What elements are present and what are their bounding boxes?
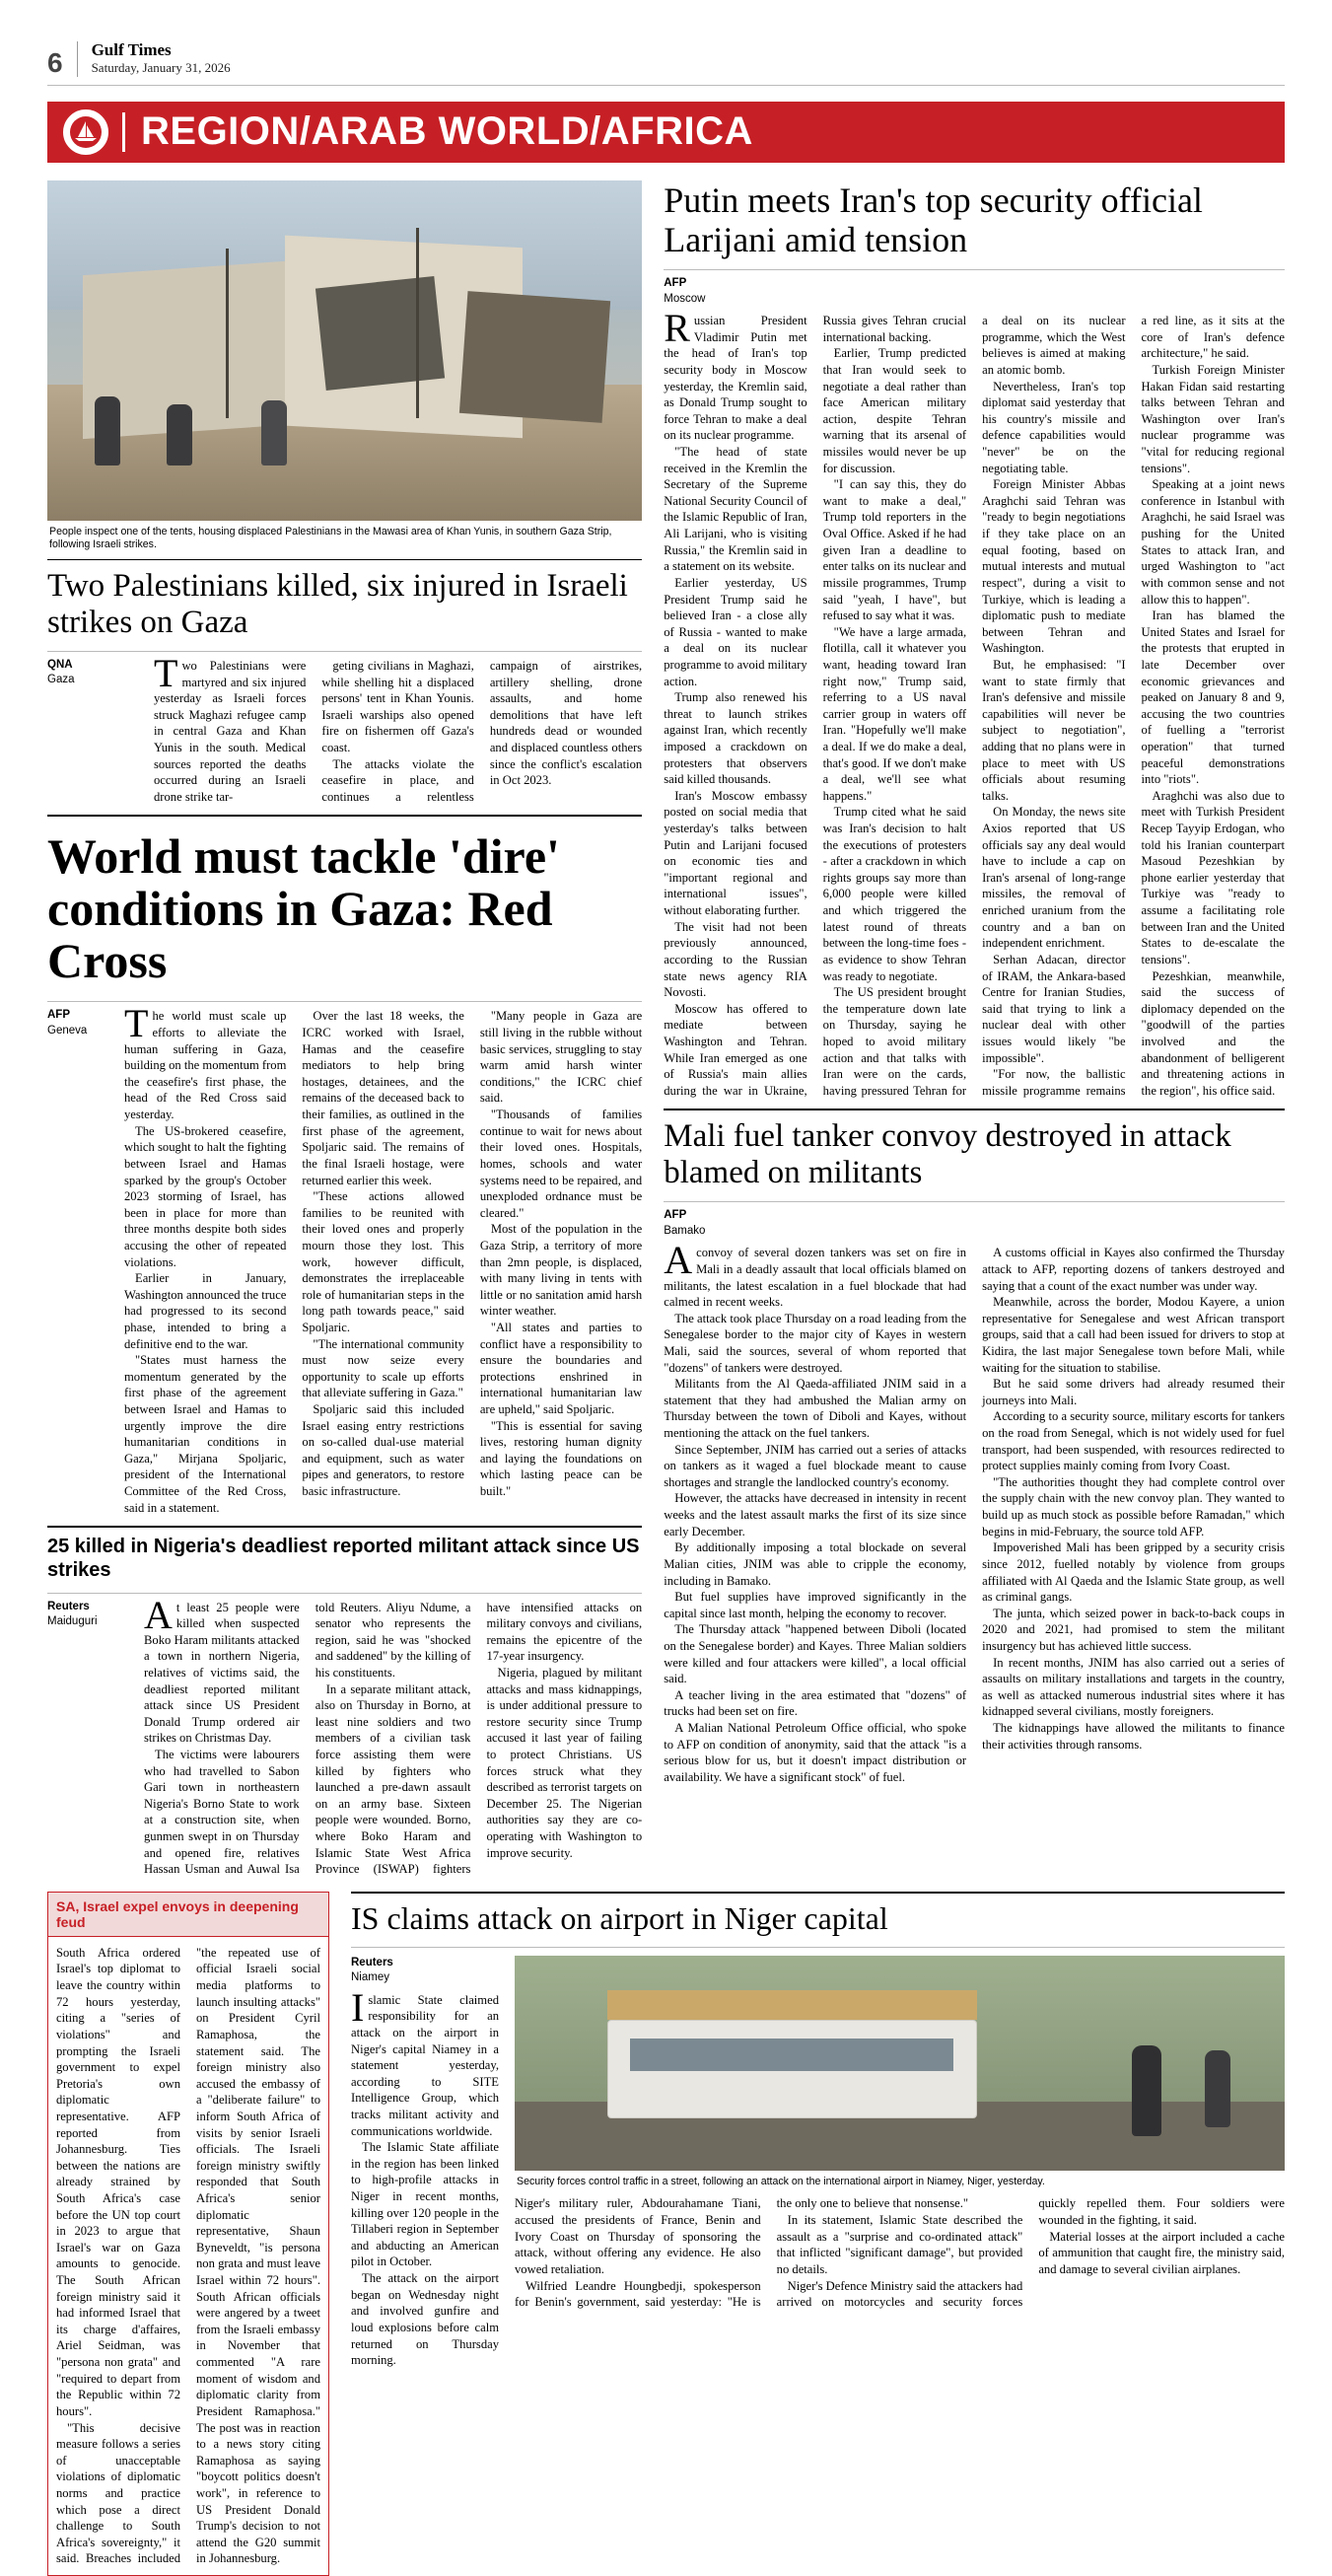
rule-above-niger	[351, 1892, 1285, 1894]
paragraph: Niger's military ruler, Abdourahamane Tiani, accused the presidents of France, Benin and Ivory Coast on Thursday of sponsoring the attack, without offering any evidence. He also vowed retaliation.	[515, 2196, 761, 2276]
paragraph: "The international community must now seize every opportunity to scale up efforts that alleviate suffering in Gaza."	[302, 1336, 464, 1400]
publication-date: Saturday, January 31, 2026	[91, 60, 231, 76]
paragraph: Earlier yesterday, US President Trump said he believed Iran - a close ally of Russia - wanted to make a deal on its nuclear programme to avoid military action.	[664, 575, 807, 688]
paragraph: Two Palestinians were martyred and six injured yesterday as Israeli forces struck Maghazi refugee camp in central Gaza and Khan Yunis in the south. Medical sources reported the deaths occurred during an Israeli drone strike tar-	[154, 650, 307, 804]
masthead-rule	[47, 85, 1285, 86]
paragraph: In a separate militant attack, also on Thursday in Borno, at least nine soldiers and two members of a civilian task force assisting them were killed by fighters who launched a pre-dawn assault on an army base. Sixteen people were wounded. Borno, where Boko Haram and Islamic State West Africa Province (ISWAP) fighters have intensified attacks on military convoys and civilians, remains the epicentre of the 17-year insurgency.	[315, 1600, 643, 1877]
agency-label: QNA	[47, 658, 73, 671]
niger-story-column	[351, 1892, 1285, 2576]
dateline-label: Niamey	[351, 1971, 389, 1984]
paragraph: But he said some drivers had already resumed their journeys into Mali.	[982, 1377, 1285, 1407]
paragraph: But, he emphasised: "I want to state firmly that Iran's defensive and missile capabilities will never be subject to negotiation", adding that no plans were in place to meet with US officials about resuming talks.	[982, 657, 1126, 803]
body-mali	[664, 1238, 1285, 1785]
headline-gaza-strikes: Two Palestinians killed, six injured in Israeli strikes on Gaza	[47, 568, 628, 640]
banner-separator	[122, 112, 125, 152]
rule-above-gaza-headline	[47, 559, 642, 560]
dhow-boat-logo-icon	[63, 109, 108, 155]
paragraph: The world must scale up efforts to alleviate the human suffering in Gaza, building on the momentum from the ceasefire's first phase, the head of the Red Cross said yesterday.	[124, 1001, 287, 1122]
paragraph: Earlier in January, Washington announced the truce had progressed to its second phase, intended to bring a definitive end to the war.	[124, 1271, 287, 1351]
paragraph: According to a security source, military escorts for tankers on the road from Senegal, which is not widely used for fuel transport, had been suspended, with resources redirected to protect supplies mainly coming from Ivory Coast.	[982, 1409, 1285, 1473]
headline-putin: Putin meets Iran's top security official Larijani amid tension	[664, 179, 1203, 259]
paragraph: The US-brokered ceasefire, which sought to halt the fighting between Israel and Hamas sparked by the group's October 2023 storming of Israel, has been in place for more than three months despite both sides accusing the other of repeated violations.	[124, 1123, 287, 1269]
paragraph: A teacher living in the area estimated that "dozens" of trucks had been set on fire.	[664, 1687, 967, 1719]
paragraph: Over the last 18 weeks, the ICRC worked with Israel, Hamas and the ceasefire mediators to help bring hostages, detainees, and the remains of the deceased back to their families, as outlined in the first phase of the agreement, Spoljaric said. The remains of the final Israeli hostage, were returned earlier this week.	[302, 1009, 464, 1187]
paragraph: Serhan Adacan, director of IRAM, the Ankara-based Centre for Iranian Studies, said that trying to link a nuclear deal with other issues would likely "be impossible".	[982, 952, 1126, 1065]
paragraph: Spoljaric said this included Israel easing entry restrictions on so-called dual-use material and equipment, such as water pipes and generators, to restore basic infrastructure.	[302, 1402, 464, 1499]
paragraph: Impoverished Mali has been gripped by a security crisis since 2012, fuelled notably by violence from groups affiliated with Al Qaeda and the Islamic State group, as well as criminal gangs.	[982, 1540, 1285, 1605]
body-nigeria	[144, 1592, 643, 1878]
top-section	[47, 180, 1285, 1878]
paragraph: Wilfried Leandre Houngbedji, spokesperson for Benin's government, said yesterday: "He is the only one to believe that nonsense."	[515, 2196, 969, 2310]
agency-label: AFP	[664, 1209, 687, 1222]
rule-above-mali	[664, 1109, 1285, 1110]
paragraph: But fuel supplies have improved significantly in the capital since last month, helping the economy to recover.	[664, 1590, 967, 1620]
paragraph: At least 25 people were killed when suspected Boko Haram militants attacked a town in northern Nigeria, relatives of victims said, the deadliest reported militant attack since US President Donald Trump ordered air strikes on Christmas Day.	[144, 1592, 300, 1746]
paragraph: Niger's Defence Ministry said the attackers had arrived on motorcycles and security forces quickly repelled them. Four soldiers were wounded in the fighting, it said.	[776, 2196, 1285, 2310]
paragraph: Speaking at a joint news conference in Istanbul with Araghchi, he said Israel was pushing for the United States to attack Iran, and urged Washington to "act with common sense and not allow this to happen".	[1141, 477, 1285, 607]
dateline-label: Geneva	[47, 1024, 88, 1037]
paragraph: A customs official in Kayes also confirmed the Thursday attack to AFP, reporting dozens of tankers destroyed and saying that a count of the exact number was under way.	[982, 1246, 1285, 1293]
paragraph: "I can say this, they do want to make a deal," Trump told reporters in the Oval Office. Asked if he had given Iran a deadline to enter talks on its nuclear and missile programmes, Trump said "yeah, I have", but refused to say what it was.	[822, 477, 967, 623]
paragraph: "The head of state received in the Kremlin the Secretary of the Supreme National Security Council of the Islamic Republic of Iran, Ali Larijani, who is visiting Russia," the Kremlin said in a statement on its website.	[664, 445, 807, 574]
paragraph: "For now, the ballistic missile programme remains a red line, as it sits at the core of Iran's defence architecture," he said.	[982, 314, 1285, 1098]
dateline-label: Moscow	[664, 292, 706, 305]
dateline-label: Gaza	[47, 674, 75, 686]
paragraph: "Thousands of families continue to wait for news about their loved ones. Hospitals, homes, schools and water systems need to be repaired, and unexploded ordnance must be cleared."	[479, 1108, 643, 1220]
body-putin	[664, 306, 1285, 1099]
niger-photo-caption: Security forces control traffic in a street, following an attack on the international airport in Niamey, Niger, yesterday.	[517, 2175, 1045, 2187]
paragraph: Islamic State claimed responsibility for an attack on the airport in Niger's capital Niamey in a statement yesterday, according to SITE Intelligence Group, which tracks militant activity and communications worldwide.	[351, 1984, 499, 2138]
paragraph: The Thursday attack "happened between Diboli (located on the Senegalese border) and Kayes. Three Malian soldiers were killed and four attackers were killed", a local official said.	[664, 1622, 967, 1686]
paragraph: Trump cited what he said was Iran's decision to halt the executions of protesters - after a crackdown in which rights groups say more than 6,000 people were killed and which triggered the latest round of threats between the long-time foes - as evidence to show Tehran was ready to negotiate.	[822, 805, 967, 983]
paragraph: Iran's Moscow embassy posted on social media that yesterday's talks between Putin and Larijani focused on economic ties and "important regional and international issues", without elaborating further.	[664, 788, 807, 918]
paragraph: Most of the population in the Gaza Strip, a territory of more than 2mn people, is displaced, with many living in tents with little or no sanitation amid harsh winter weather.	[479, 1222, 643, 1319]
paragraph: In recent months, JNIM has also carried out a series of assaults on military installations and targets in the country, as well as attacked numerous industrial sites where it has kidnapped several civilians, mostly foreigners.	[982, 1655, 1285, 1719]
paragraph: "This is essential for saving lives, restoring human dignity and laying the foundations on which lasting peace can be built."	[479, 1418, 643, 1499]
byline-mali	[664, 1208, 1285, 1239]
paragraph: Material losses at the airport included a cache of ammunition that caught fire, the ministry said, and damage to several civilian airplanes.	[1038, 2229, 1285, 2276]
paragraph: The junta, which seized power in back-to-back coups in 2020 and 2021, had promised to stem the militant insurgency but has achieved little success.	[982, 1606, 1285, 1653]
paragraph: The victims were labourers who had travelled to Sabon Gari town in northeastern Nigeria's Borno State to work at a construction site, when gunmen swept in on Thursday and opened fire, relatives Hassan Usman and Auwal Isa told Reuters. Aliyu Ndume, a senator who represents the region, said he was "shocked and saddened" by the killing of his constituents.	[144, 1600, 471, 1877]
agency-label: AFP	[664, 277, 687, 290]
paragraph: Araghchi was also due to meet with Turkish President Recep Tayyip Erdogan, who told his Iranian counterpart Masoud Pezeshkian by phone earlier yesterday that Turkiye was "ready to assume a facilitating role between Iran and the United States to de-escalate the tensions".	[1141, 788, 1285, 966]
paragraph: The attack took place Thursday on a road leading from the Senegalese border to the major city of Kayes in western Mali, said the sources, several of whom reported that "dozens" of tankers were destroyed.	[664, 1311, 967, 1375]
headline-red-cross: World must tackle 'dire' conditions in Gaza: Red Cross	[47, 828, 560, 989]
byline-niger	[351, 1956, 499, 1986]
section-title: REGION/ARAB WORLD/AFRICA	[141, 109, 753, 153]
paragraph: Nevertheless, Iran's top diplomat said yesterday that his country's missile and defence capabilities would "never" be on the negotiating table.	[982, 379, 1126, 475]
section-banner	[47, 102, 1285, 163]
right-column	[664, 180, 1285, 1878]
paragraph: Russian President Vladimir Putin met the head of Iran's top security body in Moscow yesterday, the Kremlin said, as Donald Trump sought to force Tehran to make a deal on its nuclear programme.	[664, 306, 807, 443]
headline-nigeria: 25 killed in Nigeria's deadliest reported militant attack since US strikes	[47, 1536, 640, 1581]
paragraph: "The authorities thought they had complete control over the supply chain with the new convoy plan. They wanted to build up as much stock as possible before Ramadan," which begins in mid-February, the source told AFP.	[982, 1474, 1285, 1538]
paragraph: "All states and parties to conflict have a responsibility to ensure the boundaries and protections enshrined in international humanitarian law are upheld," said Spoljaric.	[479, 1321, 643, 1417]
masthead-divider	[77, 41, 78, 77]
headline-niger: IS claims attack on airport in Niger capital	[351, 1899, 888, 1936]
boxed-story-sa-israel	[47, 1892, 329, 2576]
paragraph: A Malian National Petroleum Office official, who spoke to AFP on condition of anonymity, said that the attack "is a serious blow for us, but it doesn't impact distribution or availability. We have a significant stock" of fuel.	[664, 1721, 967, 1784]
paragraph: Pezeshkian, meanwhile, said the success of diplomacy depended on the "goodwill of the parties involved and the abandonment of belligerent and threatening actions in the region", his office said.	[1141, 968, 1285, 1098]
paragraph: The Islamic State affiliate in the region has been linked to high-profile attacks in Niger in recent months, killing over 120 people in the Tillaberi region in September and abducting an American pilot in October.	[351, 2140, 499, 2269]
rule-above-nigeria	[47, 1526, 642, 1528]
paragraph: The US president brought the temperature down late on Thursday, saying he hoped to avoid military action and that talks with Iran were on the cards, having pressured Tehran for a deal on its nuclear programme, which the West believes is aimed at making an atomic bomb.	[822, 314, 1126, 1098]
paragraph: Trump also renewed his threat to launch strikes against Iran, which recently imposed a crackdown on protesters that observers said killed thousands.	[664, 690, 807, 787]
agency-label: Reuters	[47, 1600, 90, 1612]
paragraph: On Monday, the news site Axios reported that US officials say any deal would have to include a cap on Iran's arsenal of long-range missiles, the removal of enriched uranium from the country and a ban on independent enrichment.	[982, 805, 1126, 951]
publication-name: Gulf Times	[91, 40, 172, 59]
byline-putin	[664, 276, 1285, 307]
dateline-label: Bamako	[664, 1224, 706, 1237]
byline-gaza-strikes	[47, 658, 138, 805]
page-number: 6	[47, 46, 63, 78]
boxed-story-column	[47, 1892, 329, 2576]
byline-red-cross	[47, 1008, 110, 1516]
main-photo-caption: People inspect one of the tents, housing displaced Palestinians in the Mawasi area of Khan Yunis, in southern Gaza Strip, following Israeli strikes.	[49, 525, 612, 551]
paragraph: Nigeria, plagued by militant attacks and mass kidnappings, is under additional pressure to restore security since Trump accused it last year of failing to protect Christians. US forces struck what they described as terrorist targets on December 25. The Nigerian authorities say they are co-operating with Washington to improve security.	[486, 1665, 643, 1860]
body-gaza-strikes	[154, 650, 643, 805]
paragraph: Aconvoy of several dozen tankers was set on fire in Mali in a deadly assault that local officials blamed on militants, the latest escalation in a fuel blockade that had calmed in recent weeks.	[664, 1238, 967, 1310]
paragraph: The visit had not been previously announced, according to the Russian state news agency RIA Novosti.	[664, 919, 807, 1000]
paragraph: The attacks violate the ceasefire in place, and continues a relentless campaign of airstrikes, artillery shelling, drone assaults, and home demolitions that have left hundreds dead or wounded and displaced countless others since the conflict's escalation in Oct 2023.	[321, 658, 643, 804]
left-column	[47, 180, 642, 1878]
paragraph: Moscow has offered to mediate between Washington and Tehran. While Iran emerged as one of Russia's main allies during the war in Ukraine, Russia gives Tehran crucial international backing.	[664, 314, 967, 1098]
agency-label: AFP	[47, 1009, 70, 1022]
masthead	[47, 0, 1285, 77]
paragraph: Militants from the Al Qaeda-affiliated JNIM said in a statement that they had ambushed the Malian army on Thursday between the town of Diboli and Kayes, without mentioning the attack on the fuel tankers.	[664, 1377, 967, 1441]
paragraph: South Africa ordered Israel's top diplomat to leave the country within 72 hours yesterday, citing a "series of violations" and prompting the Israeli government to expel Pretoria's own diplomatic representative. AFP reported from Johannesburg. Ties between the nations are already strained by South Africa's case before the UN top court in 2023 to argue that Israel's war on Gaza amounts to genocide. The South African foreign ministry said it had informed Israel that its charge d'affaires, Ariel Seidman, was "persona non grata" and "required to depart from the Republic within 72 hours".	[56, 1945, 180, 2418]
rule-above-redcross	[47, 815, 642, 817]
main-photo-gaza-tents	[47, 180, 642, 521]
niger-photo	[515, 1956, 1285, 2171]
paragraph: The attack on the airport began on Wednesday night and involved gunfire and loud explosions before calm returned on Thursday morning.	[351, 2271, 499, 2368]
paragraph: Earlier, Trump predicted that Iran would seek to negotiate a deal rather than face American military action, despite Tehran warning that its arsenal of missiles would never be up for discussion.	[822, 346, 967, 475]
paragraph: In its statement, Islamic State described the assault as a "surprise and co-ordinated attack" that inflicted "significant damage", but provided no details.	[776, 2213, 1023, 2276]
paragraph: The kidnappings have allowed the militants to finance their activities through ransoms.	[982, 1721, 1285, 1752]
byline-nigeria	[47, 1600, 130, 1878]
paragraph: Foreign Minister Abbas Araghchi said Tehran was "ready to begin negotiations if they take place on an equal footing, based on mutual interests and mutual respect", during a visit to Turkiye, which is leading a diplomatic push to mediate between Tehran and Washington.	[982, 477, 1126, 656]
paragraph: "States must harness the momentum generated by the first phase of the agreement between Israel and Hamas to urgently improve the dire humanitarian conditions in Gaza," Mirjana Spoljaric, president of the International Committee of the Red Cross, said in a statement.	[124, 1353, 287, 1515]
paragraph: Iran has blamed the United States and Israel for the protests that erupted in late December over economic grievances and peaked on January 8 and 9, accusing the two countries of fuelling a "terrorist operation" that turned peaceful demonstrations into "riots".	[1141, 608, 1285, 787]
paragraph: Turkish Foreign Minister Hakan Fidan said restarting talks between Tehran and Washington over Iran's nuclear programme was "vital for reducing regional tensions".	[1141, 362, 1285, 475]
paragraph: "We have a large armada, flotilla, call it whatever you want, heading toward Iran right now," Trump said, referring to a US naval carrier group in waters off Iran. "Hopefully we'll make a deal. If we do make a deal, that's good. If we don't make a deal, we'll see what happens."	[822, 624, 967, 803]
paragraph: "Many people in Gaza are still living in the rubble without basic services, struggling to stay warm amid harsh winter conditions," the ICRC chief said.	[479, 1009, 643, 1106]
paragraph: "This decisive measure follows a series of unacceptable violations of diplomatic norms and practice which pose a direct challenge to South Africa's sovereignty," it said. Breaches included "the repeated use of official Israeli social media platforms to launch insulting attacks" on President Cyril Ramaphosa, the statement said. The foreign ministry also accused the embassy of a "deliberate failure" to inform South Africa of visits by senior Israeli officials. The Israeli foreign ministry swiftly responded that South Africa's senior diplomatic representative, Shaun Byneveldt, "is persona non grata and must leave Israel within 72 hours". South African officials were angered by a tweet from the Israeli embassy in November that commented "A rare moment of wisdom and diplomatic clarity from President Ramaphosa." The post was in reaction to a news story citing Ramaphosa as saying "boycott politics doesn't work", in reference to US President Donald Trump's decision to not attend the G20 summit in Johannesburg.	[56, 1945, 320, 2566]
dateline-label: Maiduguri	[47, 1615, 98, 1628]
paragraph: "These actions allowed families to be reunited with their loved ones and properly mourn those they lost. This work, however difficult, demonstrates the irreplaceable role of humanitarian steps in the long path towards peace," said Spoljaric.	[302, 1189, 464, 1334]
boxed-headline: SA, Israel expel envoys in deepening feud	[48, 1893, 328, 1937]
body-red-cross	[124, 1001, 643, 1516]
paragraph: Meanwhile, across the border, Modou Kayere, a union representative for Senegalese and west African transport groups, said that a call had been issued for drivers to stop at Kidira, the last major Senegalese town before Mali, while waiting for the situation to stabilise.	[982, 1295, 1285, 1375]
paragraph: geting civilians in Maghazi, while shelling hit a displaced persons' tent in Khan Younis. Israeli warships also opened fire on fishermen off Gaza's coast.	[321, 658, 474, 754]
paragraph: Since September, JNIM has carried out a series of attacks on tankers as it waged a fuel blockade meant to cause shortages and strangle the landlocked country's economy.	[664, 1442, 967, 1489]
bottom-section	[47, 1892, 1285, 2576]
paragraph: However, the attacks have decreased in intensity in recent weeks and the latest assault marks the first of its size since early December.	[664, 1491, 967, 1538]
headline-mali: Mali fuel tanker convoy destroyed in attack blamed on militants	[664, 1118, 1231, 1191]
paragraph: By additionally imposing a total blockade on several Malian cities, JNIM was able to cripple the economy, including in Bamako.	[664, 1540, 967, 1588]
agency-label: Reuters	[351, 1956, 393, 1968]
